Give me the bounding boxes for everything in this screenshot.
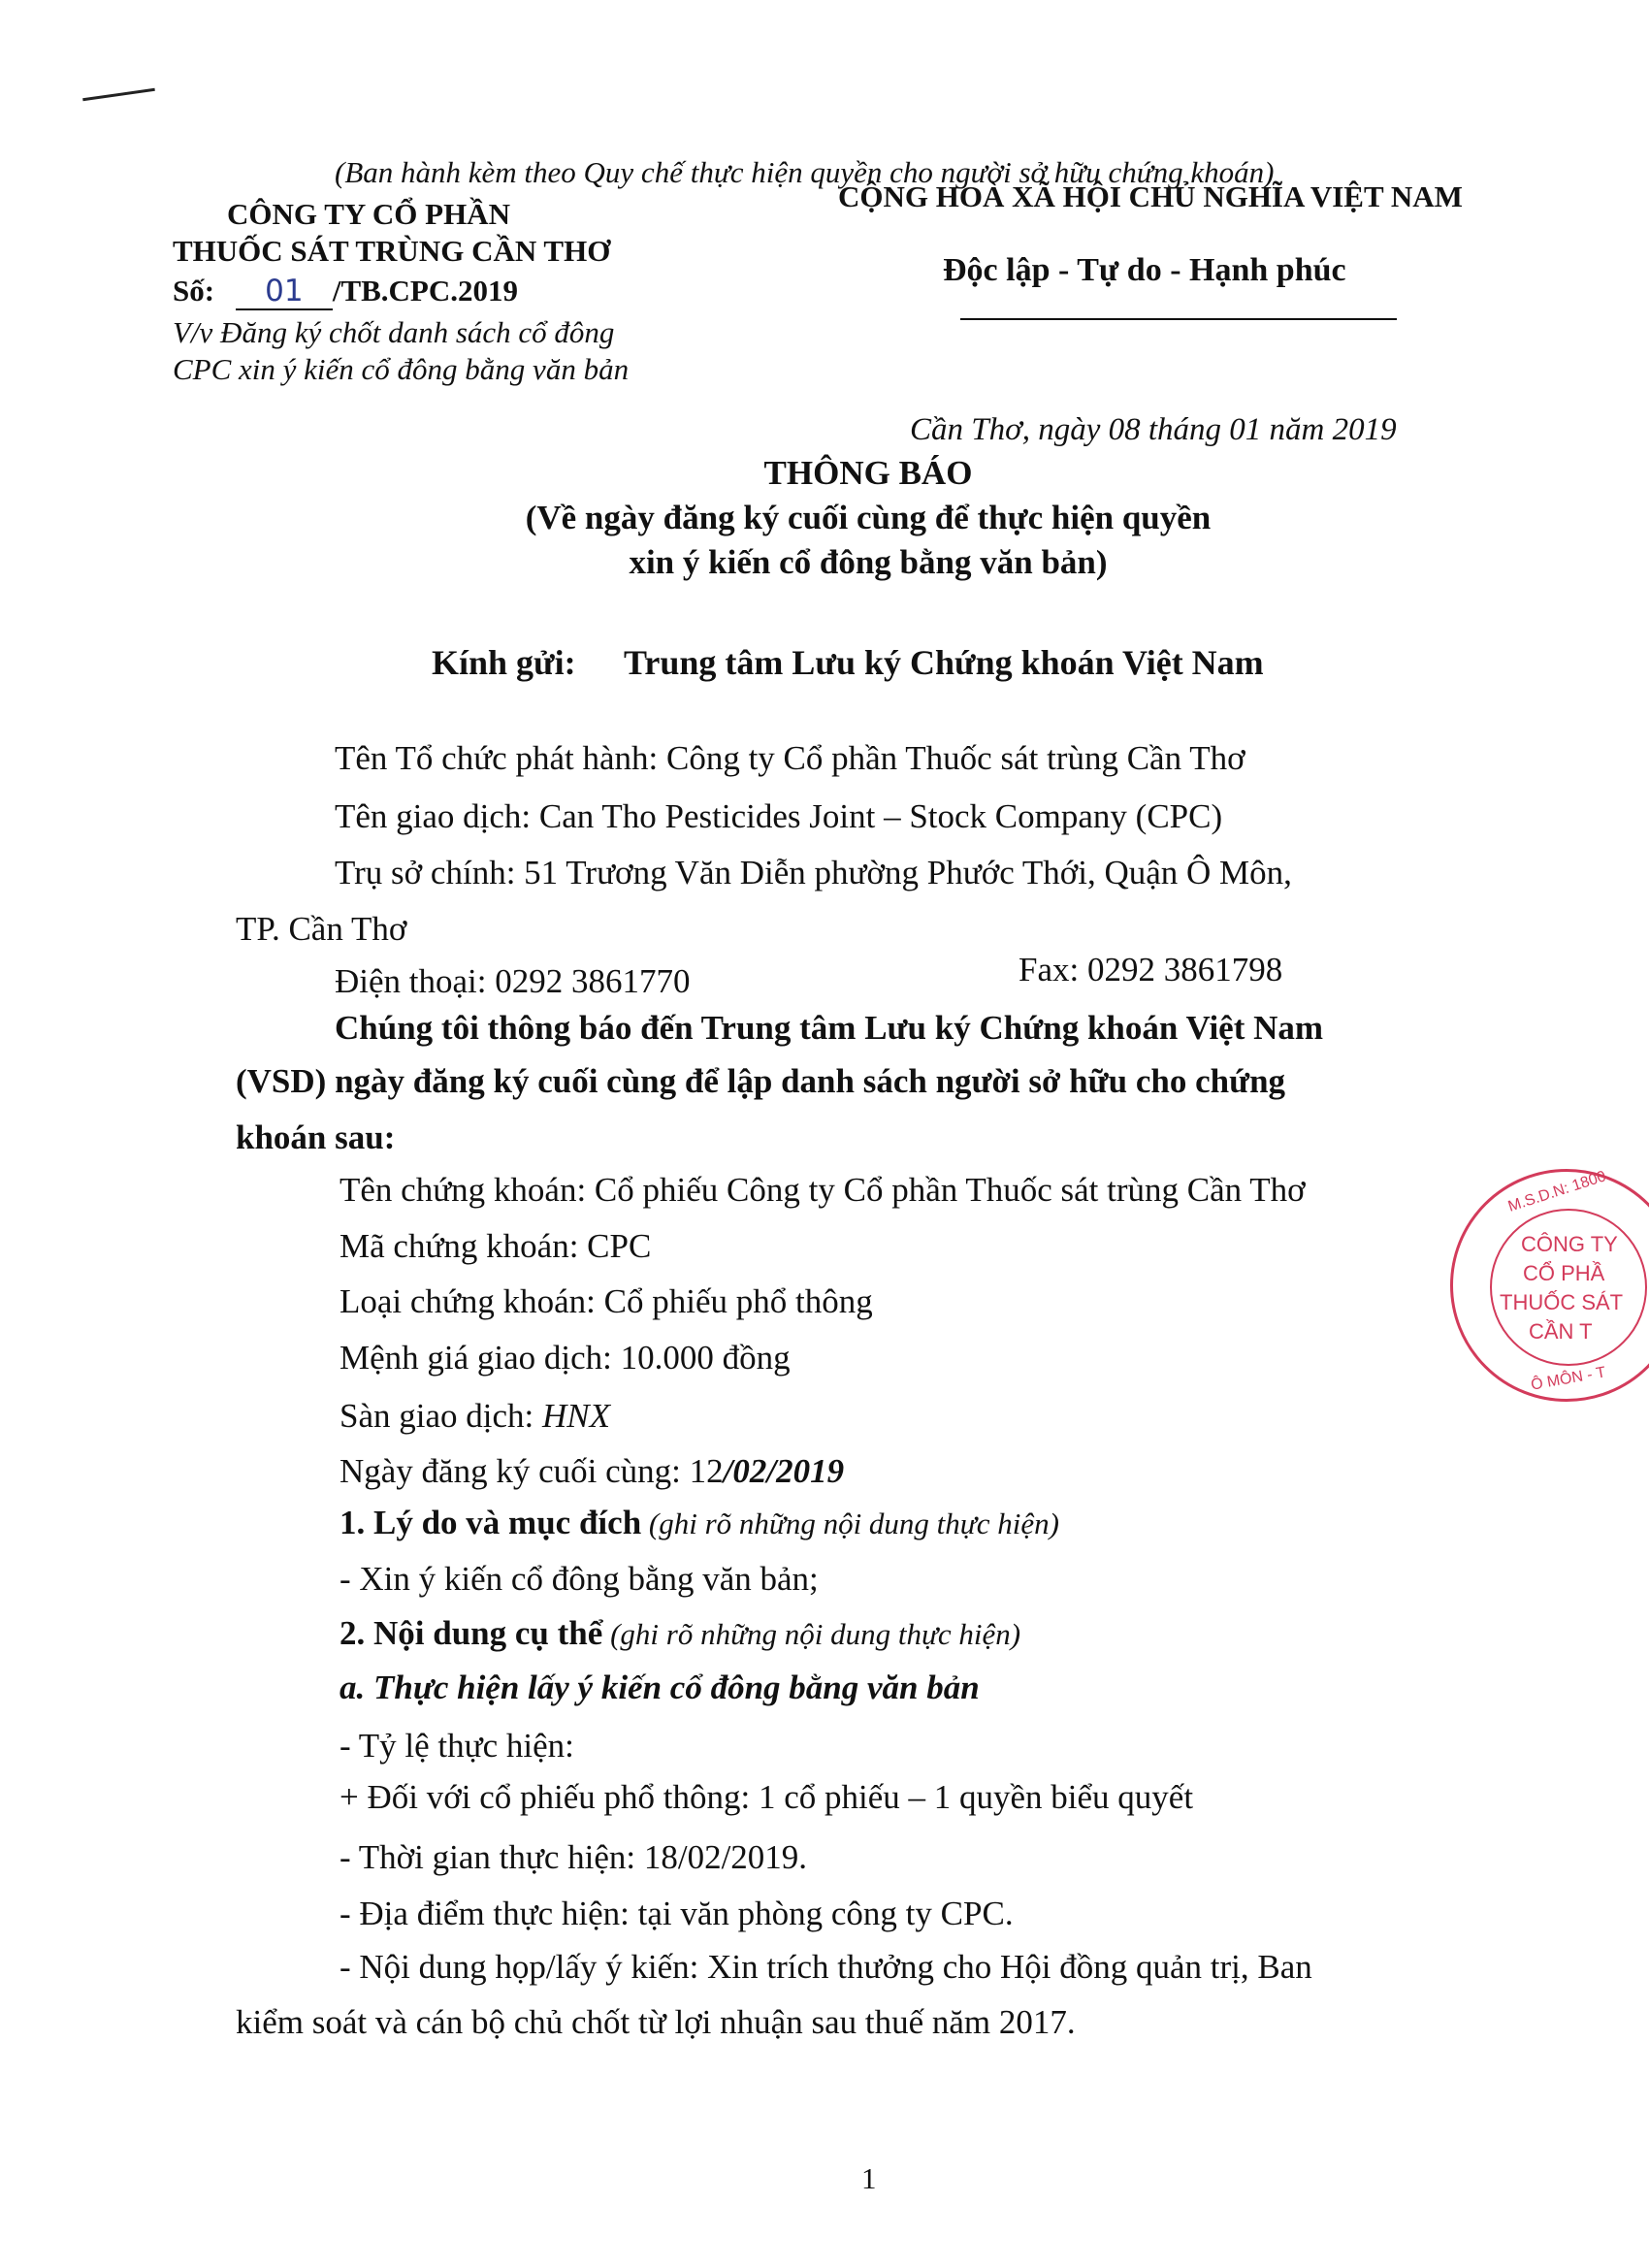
- issuer-address-line2: TP. Cần Thơ: [236, 910, 407, 948]
- issued-with-note: (Ban hành kèm theo Quy chế thực hiện quyền cho người sở hữu chứng khoán): [335, 155, 1275, 189]
- section2-content-line2: kiểm soát và cán bộ chủ chốt từ lợi nhuận sau thuế năm 2017.: [236, 2003, 1076, 2041]
- section2-heading: 2. Nội dung cụ thể: [340, 1614, 603, 1652]
- issuer-name: Tên Tổ chức phát hành: Công ty Cổ phần Thuốc sát trùng Cần Thơ: [335, 739, 1245, 777]
- section2-heading-line: [340, 1614, 1020, 1653]
- document-number-handwritten: 01: [236, 274, 333, 310]
- section1-heading: 1. Lý do và mục đích: [340, 1504, 642, 1541]
- place-date: Cần Thơ, ngày 08 tháng 01 năm 2019: [910, 412, 1397, 447]
- recipient-name: Trung tâm Lưu ký Chứng khoán Việt Nam: [624, 643, 1264, 682]
- seal-ring-bottom: Ô MÔN - T: [1530, 1364, 1607, 1394]
- section2-subheading: a. Thực hiện lấy ý kiến cổ đông bằng văn bản: [340, 1669, 980, 1706]
- seal-line2: CỔ PHẦ: [1523, 1261, 1605, 1285]
- section1-heading-line: [340, 1504, 1059, 1542]
- notice-line1: Chúng tôi thông báo đến Trung tâm Lưu ký Chứng khoán Việt Nam: [335, 1009, 1324, 1047]
- security-name: Tên chứng khoán: Cổ phiếu Công ty Cổ phần Thuốc sát trùng Cần Thơ: [340, 1171, 1306, 1209]
- country-name: CỘNG HOÀ XÃ HỘI CHỦ NGHĨA VIỆT NAM: [838, 179, 1463, 213]
- document-subtitle-line1: (Về ngày đăng ký cuối cùng để thực hiện quyền: [525, 499, 1212, 536]
- national-motto: Độc lập - Tự do - Hạnh phúc: [943, 252, 1346, 288]
- subject-line2: CPC xin ý kiến cổ đông bằng văn bản: [173, 352, 630, 386]
- document-title: THÔNG BÁO: [763, 454, 973, 492]
- security-type: Loại chứng khoán: Cổ phiếu phổ thông: [340, 1282, 873, 1320]
- security-code: Mã chứng khoán: CPC: [340, 1227, 652, 1265]
- security-exchange: [340, 1397, 610, 1436]
- company-seal: [1450, 1169, 1649, 1402]
- issuer-fax: Fax: 0292 3861798: [1018, 951, 1283, 988]
- document-number-suffix: /TB.CPC.2019: [332, 274, 519, 308]
- record-date-value: /02/2019: [723, 1452, 845, 1490]
- document-number: [173, 274, 518, 310]
- document-number-label: Số:: [173, 274, 215, 308]
- section1-item: - Xin ý kiến cổ đông bằng văn bản;: [340, 1560, 819, 1598]
- company-name-line1: CÔNG TY CỔ PHẦN: [227, 197, 510, 231]
- seal-line3: THUỐC SÁT: [1500, 1290, 1624, 1314]
- section2-place: - Địa điểm thực hiện: tại văn phòng công ty CPC.: [340, 1895, 1014, 1932]
- section2-content-line1: - Nội dung họp/lấy ý kiến: Xin trích thưởng cho Hội đồng quản trị, Ban: [340, 1948, 1312, 1986]
- page-number: 1: [861, 2161, 877, 2195]
- section2-note: (ghi rõ những nội dung thực hiện): [602, 1617, 1021, 1651]
- motto-underline: [960, 318, 1397, 320]
- seal-line1: CÔNG TY: [1521, 1232, 1618, 1256]
- record-date-label: Ngày đăng ký cuối cùng: 12: [340, 1452, 724, 1490]
- security-exchange-label: Sàn giao dịch:: [340, 1397, 542, 1435]
- record-date: [340, 1452, 844, 1491]
- security-par-value: Mệnh giá giao dịch: 10.000 đồng: [340, 1339, 791, 1377]
- notice-line2: (VSD) ngày đăng ký cuối cùng để lập danh sách người sở hữu cho chứng: [236, 1062, 1286, 1100]
- section1-note: (ghi rõ những nội dung thực hiện): [641, 1507, 1059, 1540]
- seal-ring-top: M.S.D.N: 1800: [1505, 1168, 1608, 1215]
- section2-ratio: - Tỷ lệ thực hiện:: [340, 1727, 574, 1765]
- subject-line1: V/v Đăng ký chốt danh sách cổ đông: [173, 315, 615, 349]
- section2-ratio-detail: + Đối với cổ phiếu phổ thông: 1 cổ phiếu – 1 quyền biểu quyết: [340, 1778, 1194, 1816]
- seal-line4: CẦN T: [1529, 1319, 1593, 1344]
- issuer-phone: Điện thoại: 0292 3861770: [335, 962, 691, 1000]
- notice-line3: khoán sau:: [236, 1118, 396, 1156]
- recipient-label: Kính gửi:: [432, 643, 576, 682]
- issuer-trade-name: Tên giao dịch: Can Tho Pesticides Joint – Stock Company (CPC): [335, 797, 1223, 835]
- pen-mark: [82, 88, 155, 101]
- company-name-line2: THUỐC SÁT TRÙNG CẦN THƠ: [173, 234, 611, 268]
- section2-time: - Thời gian thực hiện: 18/02/2019.: [340, 1838, 808, 1876]
- issuer-address-line1: Trụ sở chính: 51 Trương Văn Diễn phường Phước Thới, Quận Ô Môn,: [335, 854, 1292, 891]
- document-subtitle-line2: xin ý kiến cổ đông bằng văn bản): [629, 543, 1108, 581]
- security-exchange-value: HNX: [542, 1397, 610, 1435]
